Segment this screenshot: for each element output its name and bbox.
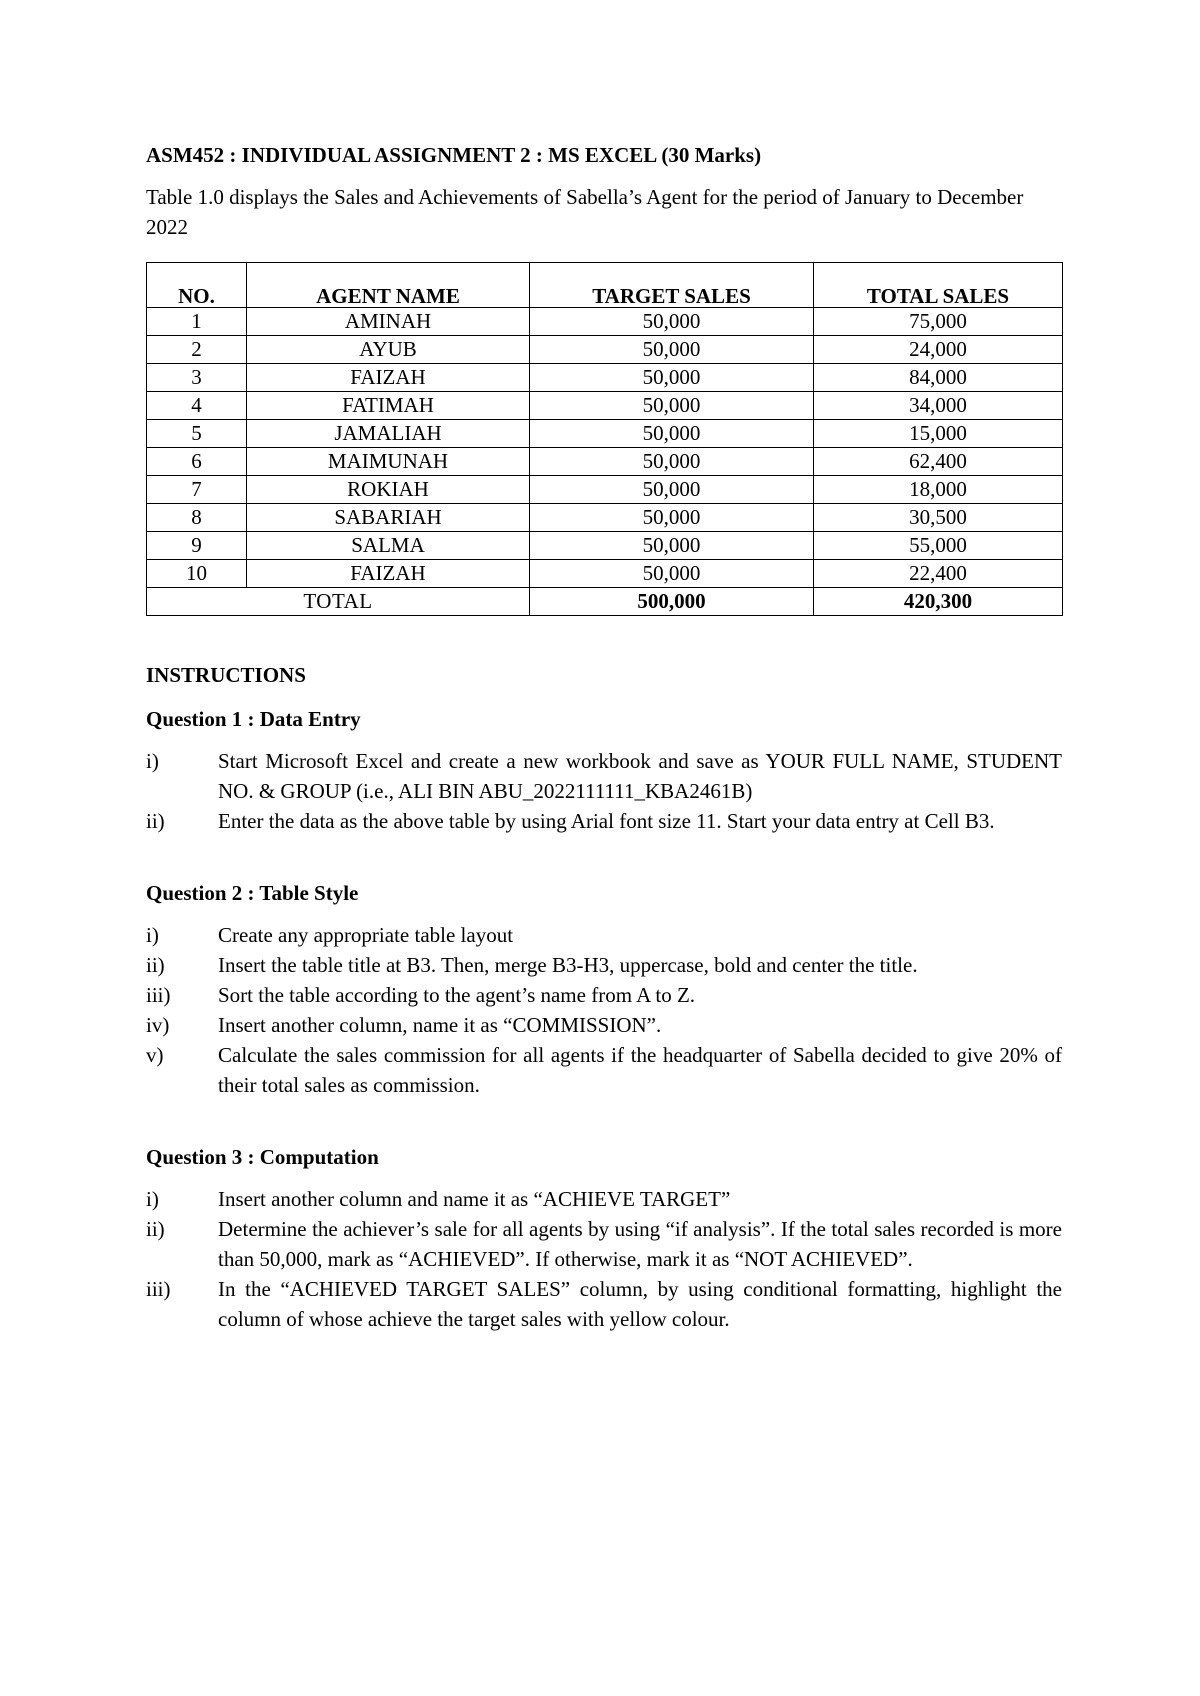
question-1 [146,704,1062,836]
total-label: TOTAL [147,588,530,616]
list-item-text: Start Microsoft Excel and create a new workbook and save as YOUR FULL NAME, STUDENT NO. & GROUP (i.e., ALI BIN ABU_2022111111_KBA2461B) [218,749,1062,803]
list-item [146,920,1062,950]
table-row [147,476,1063,504]
list-item-text: Determine the achiever’s sale for all agents by using “if analysis”. If the total sales recorded is more than 50,000, mark as “ACHIEVED”. If otherwise, mark it as “NOT ACHIEVED”. [218,1217,1062,1271]
list-item-text: Calculate the sales commission for all agents if the headquarter of Sabella decided to give 20% of their total sales as commission. [218,1043,1062,1097]
list-item-number: iii) [146,1277,171,1301]
cell-target-sales: 50,000 [530,420,814,448]
table-row [147,420,1063,448]
cell-total-sales: 15,000 [814,420,1063,448]
cell-target-sales: 50,000 [530,308,814,336]
cell-total-sales: 18,000 [814,476,1063,504]
cell-agent-name: FAIZAH [247,364,530,392]
cell-no: 7 [147,476,247,504]
questions-list [146,704,1062,1334]
list-item-text: Sort the table according to the agent’s name from A to Z. [218,983,696,1007]
cell-no: 3 [147,364,247,392]
table-row [147,392,1063,420]
table-row [147,336,1063,364]
table-row [147,504,1063,532]
header-no: NO. [147,263,247,308]
table-row [147,532,1063,560]
cell-target-sales: 50,000 [530,476,814,504]
header-total-sales: TOTAL SALES [814,263,1063,308]
cell-no: 2 [147,336,247,364]
sales-table [146,262,1063,616]
list-item [146,1184,1062,1214]
list-item-number: iv) [146,1013,170,1037]
list-item-text: Insert the table title at B3. Then, merge B3-H3, uppercase, bold and center the title. [218,953,918,977]
cell-no: 8 [147,504,247,532]
table-intro: Table 1.0 displays the Sales and Achievements of Sabella’s Agent for the period of January to December 2022 [146,185,1024,239]
list-item-number: ii) [146,953,165,977]
cell-total-sales: 22,400 [814,560,1063,588]
cell-agent-name: SALMA [247,532,530,560]
list-item-number: i) [146,749,159,773]
cell-target-sales: 50,000 [530,364,814,392]
cell-target-sales: 50,000 [530,560,814,588]
question-2 [146,878,1062,1100]
cell-total-sales: 84,000 [814,364,1063,392]
list-item-number: v) [146,1043,164,1067]
list-item [146,1214,1062,1274]
table-body [147,308,1063,588]
total-total-sales: 420,300 [814,588,1063,616]
list-item-number: ii) [146,1217,165,1241]
cell-agent-name: MAIMUNAH [247,448,530,476]
table-total-row [147,588,1063,616]
cell-no: 4 [147,392,247,420]
list-item-number: iii) [146,983,171,1007]
cell-total-sales: 34,000 [814,392,1063,420]
question-heading: Question 1 : Data Entry [146,707,361,731]
cell-total-sales: 75,000 [814,308,1063,336]
question-heading: Question 3 : Computation [146,1145,379,1169]
cell-agent-name: ROKIAH [247,476,530,504]
list-item [146,980,1062,1010]
cell-no: 6 [147,448,247,476]
list-item-text: Insert another column and name it as “ACHIEVE TARGET” [218,1187,731,1211]
document-title: ASM452 : INDIVIDUAL ASSIGNMENT 2 : MS EXCEL (30 Marks) [146,143,762,167]
total-target-sales: 500,000 [530,588,814,616]
list-item-number: ii) [146,809,165,833]
cell-no: 5 [147,420,247,448]
list-item [146,1010,1062,1040]
cell-total-sales: 55,000 [814,532,1063,560]
list-item [146,806,1062,836]
list-item-text: In the “ACHIEVED TARGET SALES” column, by using conditional formatting, highlight the column of whose achieve the target sales with yellow colour. [218,1277,1062,1331]
list-item [146,1274,1062,1334]
list-item-text: Create any appropriate table layout [218,923,514,947]
cell-agent-name: FAIZAH [247,560,530,588]
question-3 [146,1142,1062,1334]
table-header-row [147,263,1063,308]
cell-target-sales: 50,000 [530,336,814,364]
table-row [147,560,1063,588]
cell-target-sales: 50,000 [530,504,814,532]
cell-agent-name: AMINAH [247,308,530,336]
cell-no: 9 [147,532,247,560]
cell-no: 10 [147,560,247,588]
cell-total-sales: 30,500 [814,504,1063,532]
instructions-heading: INSTRUCTIONS [146,663,306,687]
table-row [147,448,1063,476]
document-page [146,140,1062,1334]
list-item [146,1040,1062,1100]
cell-no: 1 [147,308,247,336]
table-row [147,364,1063,392]
table-row [147,308,1063,336]
cell-target-sales: 50,000 [530,532,814,560]
question-heading: Question 2 : Table Style [146,881,359,905]
cell-target-sales: 50,000 [530,392,814,420]
cell-total-sales: 62,400 [814,448,1063,476]
header-agent-name: AGENT NAME [247,263,530,308]
list-item [146,950,1062,980]
cell-agent-name: FATIMAH [247,392,530,420]
header-target-sales: TARGET SALES [530,263,814,308]
list-item [146,746,1062,806]
cell-total-sales: 24,000 [814,336,1063,364]
list-item-number: i) [146,1187,159,1211]
list-item-text: Enter the data as the above table by using Arial font size 11. Start your data entry at Cell B3. [218,809,995,833]
cell-agent-name: AYUB [247,336,530,364]
list-item-text: Insert another column, name it as “COMMISSION”. [218,1013,662,1037]
cell-agent-name: JAMALIAH [247,420,530,448]
cell-agent-name: SABARIAH [247,504,530,532]
list-item-number: i) [146,923,159,947]
cell-target-sales: 50,000 [530,448,814,476]
